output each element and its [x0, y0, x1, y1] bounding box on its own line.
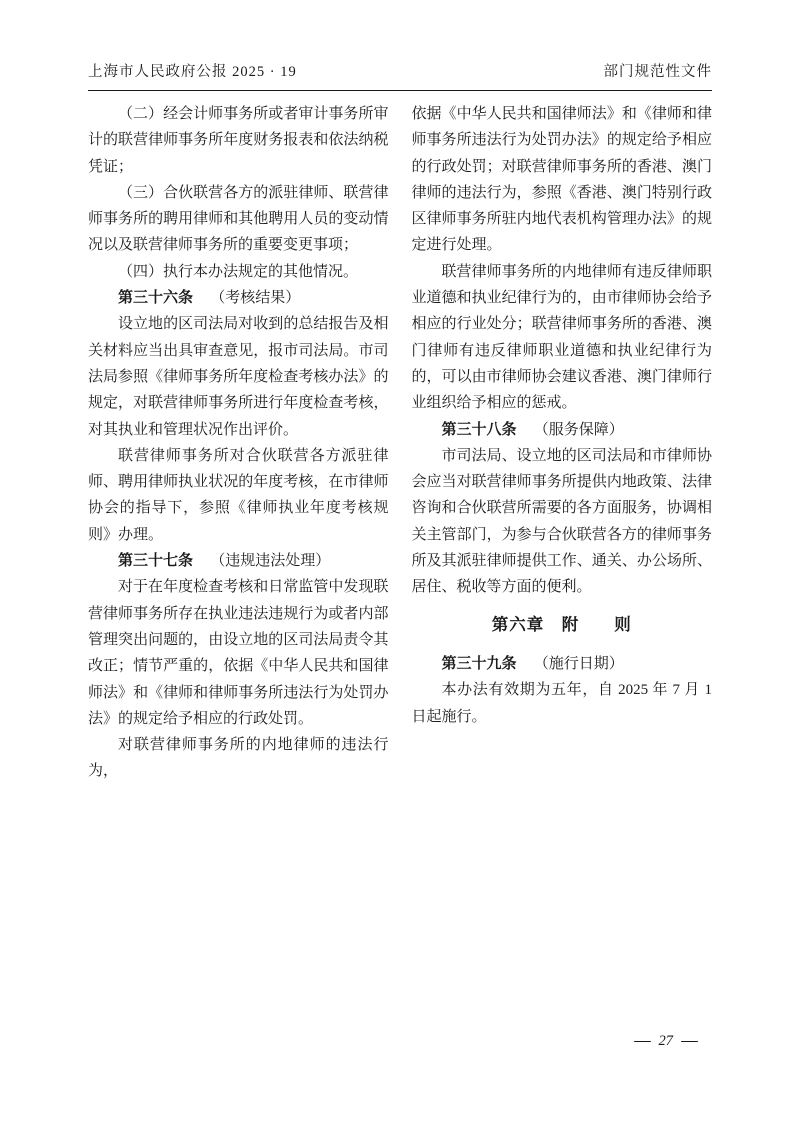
gazette-title: 上海市人民政府公报 2025 · 19 [88, 64, 297, 80]
list-item: （二）经会计师事务所或者审计事务所审计的联营律师事务所年度财务报表和依法纳税凭证； [88, 106, 389, 175]
paragraph: 联营律师事务所对合伙联营各方派驻律师、聘用律师执业状况的年度考核，在市律师协会的指导下，参照《律师执业年度考核规则》办理。 [88, 447, 389, 543]
paragraph: 市司法局、设立地的区司法局和市律师协会应当对联营律师事务所提供内地政策、法律咨询和合伙联营所需要的各方面服务，协调相关主管部门，为参与合伙联营各方的律师事务所及其派驻律师提供工作、通关、办公场所、居住、税收等方面的便利。 [411, 447, 712, 596]
paragraph: 对于在年度检查考核和日常监管中发现联营律师事务所存在执业违法违规行为或者内部管理突出问题的，由设立地的区司法局责令其改正；情节严重的，依据《中华人民共和国律师法》和《律师和律师事务所违法行为处罚办法》的规定给予相应的行政处罚。 [88, 579, 389, 727]
section-label: 部门规范性文件 [603, 64, 712, 80]
article-number: 第三十九条 [441, 655, 517, 672]
chapter-heading: 第六章 附 则 [491, 614, 632, 634]
left-column [88, 101, 389, 785]
article-title: （违规违法处理） [210, 553, 331, 570]
paragraph: 本办法有效期为五年，自 2025 年 7 月 1 日起施行。 [411, 682, 712, 725]
running-head [88, 60, 712, 91]
paragraph: 设立地的区司法局对收到的总结报告及相关材料应当出具审查意见，报市司法局。市司法局参照《律师事务所年度检查考核办法》的规定，对联营律师事务所进行年度检查考核，对其执业和管理状况作出评价。 [88, 316, 389, 438]
article-heading [88, 548, 389, 574]
article-number: 第三十七条 [118, 553, 194, 570]
article-number: 第三十八条 [441, 421, 517, 438]
article-title: （服务保障） [533, 421, 624, 438]
footer-dash-right: — [681, 1033, 698, 1049]
list-item: （三）合伙联营各方的派驻律师、联营律师事务所的聘用律师和其他聘用人员的变动情况以及联营律师事务所的重要变更事项； [88, 184, 389, 254]
two-column-body [88, 101, 712, 785]
list-item: （四）执行本办法规定的其他情况。 [118, 263, 359, 280]
right-column [412, 101, 713, 785]
footer-dash-left: — [633, 1033, 651, 1049]
article-title: （考核结果） [210, 290, 301, 307]
article-heading [88, 285, 389, 311]
paragraph: 对联营律师事务所的内地律师的违法行为， [88, 737, 389, 780]
article-heading [412, 417, 713, 443]
page-footer [635, 1033, 698, 1050]
paragraph-continuation: 依据《中华人民共和国律师法》和《律师和律师事务所违法行为处罚办法》的规定给予相应的行政处罚；对联营律师事务所的香港、澳门律师的违法行为，参照《香港、澳门特别行政区律师事务所驻内地代表机构管理办法》的规定进行处理。 [411, 106, 712, 254]
article-title: （施行日期） [533, 655, 624, 672]
article-heading [412, 651, 713, 677]
page-number: 27 [658, 1033, 673, 1049]
article-number: 第三十六条 [118, 290, 194, 307]
paragraph: 联营律师事务所的内地律师有违反律师职业道德和执业纪律行为的，由市律师协会给予相应的行业处分；联营律师事务所的香港、澳门律师有违反律师职业道德和执业纪律行为的，可以由市律师协会建议香港、澳门律师行业组织给予相应的惩戒。 [411, 263, 712, 412]
